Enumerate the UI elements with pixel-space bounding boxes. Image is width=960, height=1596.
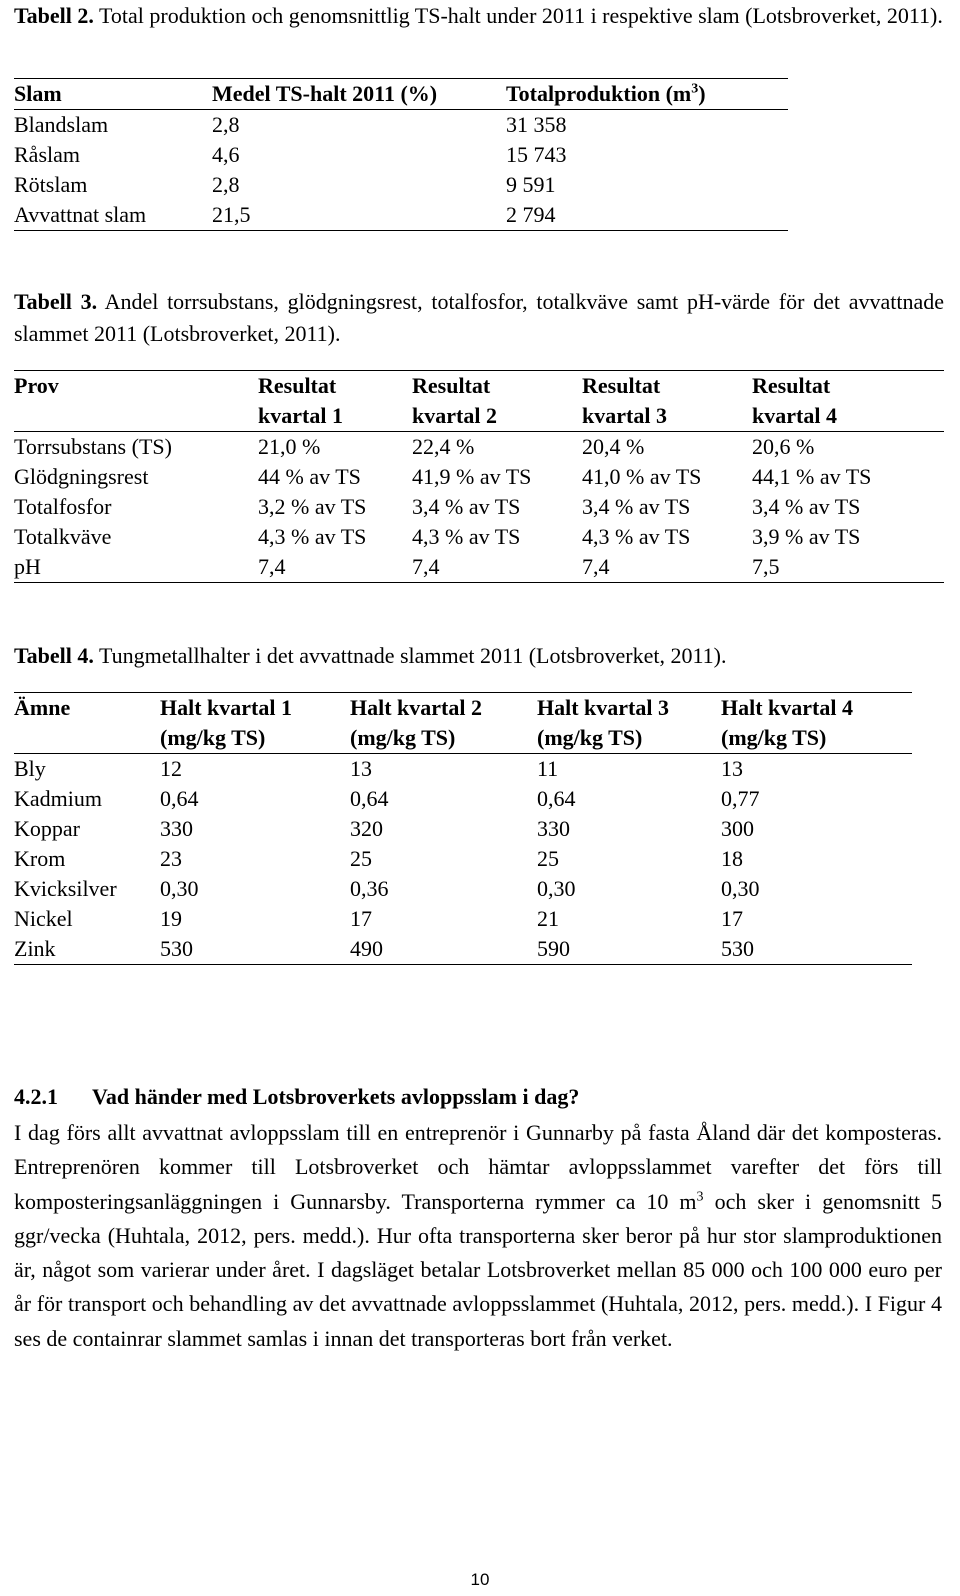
table-header-cell: Prov — [14, 373, 59, 398]
section-number: 4.2.1 — [14, 1084, 58, 1109]
table3-caption — [14, 286, 944, 350]
table-cell: 330 — [537, 816, 570, 841]
table-row — [14, 522, 944, 552]
table-row — [14, 140, 788, 170]
table-cell: pH — [14, 554, 41, 579]
table2 — [14, 78, 788, 231]
table-cell: 300 — [721, 816, 754, 841]
table-cell: 25 — [350, 846, 372, 871]
table-cell: 7,4 — [412, 554, 440, 579]
table-cell: 0,30 — [537, 876, 576, 901]
table4 — [14, 692, 912, 965]
table-cell: 4,3 % av TS — [258, 524, 367, 549]
table-cell: 3,9 % av TS — [752, 524, 861, 549]
table-row — [14, 200, 788, 231]
table-cell: 2 794 — [506, 202, 556, 227]
table4-caption-text: Tungmetallhalter i det avvattnade slammet 2011 (Lotsbroverket, 2011). — [99, 643, 727, 668]
table-cell: 490 — [350, 936, 383, 961]
table3-label: Tabell 3. — [14, 289, 98, 314]
table-cell: 330 — [160, 816, 193, 841]
table-cell: 4,3 % av TS — [582, 524, 691, 549]
table-cell: 530 — [160, 936, 193, 961]
table-cell: 23 — [160, 846, 182, 871]
table-row — [14, 462, 944, 492]
table-cell: 13 — [721, 756, 743, 781]
table2-caption-text: Total produktion och genomsnittlig TS-halt under 2011 i respektive slam (Lotsbroverket, 2011). — [99, 3, 943, 28]
table-cell: 19 — [160, 906, 182, 931]
table-cell: 530 — [721, 936, 754, 961]
table-row — [14, 110, 788, 141]
table-header-cell: Resultat kvartal 1 — [258, 373, 343, 428]
table-header-cell: Ämne — [14, 695, 71, 720]
table-cell: Torrsubstans (TS) — [14, 434, 172, 459]
table-cell: 0,64 — [537, 786, 576, 811]
table-cell: 21,0 % — [258, 434, 321, 459]
table-cell: 0,30 — [721, 876, 760, 901]
table-cell: 3,4 % av TS — [752, 494, 861, 519]
table2-label: Tabell 2. — [14, 3, 94, 28]
table-cell: 0,64 — [350, 786, 389, 811]
table-row — [14, 784, 912, 814]
table-cell: 31 358 — [506, 112, 567, 137]
table-cell: 7,5 — [752, 554, 780, 579]
table-header-cell: Halt kvartal 1 (mg/kg TS) — [160, 695, 292, 750]
table-cell: Rötslam — [14, 172, 88, 197]
table-cell: 21,5 — [212, 202, 251, 227]
table-cell: 12 — [160, 756, 182, 781]
table-cell: 0,64 — [160, 786, 199, 811]
table-cell: Totalkväve — [14, 524, 112, 549]
table2-body — [14, 110, 788, 231]
table-cell: Bly — [14, 756, 46, 781]
table-cell: Kvicksilver — [14, 876, 117, 901]
table-cell: 3,2 % av TS — [258, 494, 367, 519]
table2-header-row — [14, 79, 788, 110]
table-cell: 590 — [537, 936, 570, 961]
table-cell: Totalfosfor — [14, 494, 112, 519]
table4-body — [14, 754, 912, 965]
table4-header-row — [14, 693, 912, 754]
table-cell: 3,4 % av TS — [412, 494, 521, 519]
table-cell: Nickel — [14, 906, 73, 931]
table-cell: 2,8 — [212, 112, 240, 137]
table-row — [14, 814, 912, 844]
table-header-cell: Halt kvartal 4 (mg/kg TS) — [721, 695, 853, 750]
table-header-cell: Resultat kvartal 3 — [582, 373, 667, 428]
table-cell: 11 — [537, 756, 559, 781]
table-cell: Zink — [14, 936, 56, 961]
table-cell: 17 — [350, 906, 372, 931]
table-row — [14, 844, 912, 874]
table-cell: 21 — [537, 906, 559, 931]
table-cell: 22,4 % — [412, 434, 475, 459]
table-cell: 25 — [537, 846, 559, 871]
table-cell: 15 743 — [506, 142, 567, 167]
table-cell: 0,77 — [721, 786, 760, 811]
table-cell: 9 591 — [506, 172, 556, 197]
table2-header-cell: Totalproduktion $(m^3)$ — [506, 81, 706, 106]
table-cell: 0,36 — [350, 876, 389, 901]
superscript: 3 — [696, 1189, 704, 1205]
table4-caption — [14, 640, 944, 672]
table-cell: Råslam — [14, 142, 80, 167]
table-header-cell: Halt kvartal 2 (mg/kg TS) — [350, 695, 482, 750]
table-row — [14, 874, 912, 904]
table-cell: 320 — [350, 816, 383, 841]
table-row — [14, 904, 912, 934]
table-header-cell: Resultat kvartal 4 — [752, 373, 837, 428]
section-heading — [14, 1082, 579, 1112]
table-cell: 20,4 % — [582, 434, 645, 459]
table-cell: Glödgningsrest — [14, 464, 149, 489]
table2-header-cell: Medel TS-halt 2011 (%) — [212, 81, 438, 106]
table-row — [14, 754, 912, 785]
table-row — [14, 170, 788, 200]
table-cell: 20,6 % — [752, 434, 815, 459]
table-cell: 7,4 — [258, 554, 286, 579]
table3-body — [14, 432, 944, 583]
section-title: Vad händer med Lotsbroverkets avloppsslam i dag? — [92, 1084, 580, 1109]
table-cell: Krom — [14, 846, 66, 871]
table-cell: 2,8 — [212, 172, 240, 197]
table-cell: 44,1 % av TS — [752, 464, 872, 489]
table3-caption-text: Andel torrsubstans, glödgningsrest, totalfosfor, totalkväve samt pH-värde för det avvattnade slammet 2011 (Lotsbroverket, 2011). — [14, 289, 944, 346]
table2-caption — [14, 0, 944, 32]
table-row — [14, 492, 944, 522]
table-cell: Blandslam — [14, 112, 109, 137]
table3 — [14, 370, 944, 583]
table-cell: Avvattnat slam — [14, 202, 147, 227]
table-cell: 44 % av TS — [258, 464, 361, 489]
table-cell: 3,4 % av TS — [582, 494, 691, 519]
table-header-cell: Resultat kvartal 2 — [412, 373, 497, 428]
table-cell: 13 — [350, 756, 372, 781]
table4-label: Tabell 4. — [14, 643, 94, 668]
table-cell: 18 — [721, 846, 743, 871]
table-cell: 41,9 % av TS — [412, 464, 532, 489]
page-number: 10 — [470, 1570, 490, 1589]
table-cell: Kadmium — [14, 786, 102, 811]
table-row — [14, 934, 912, 965]
table3-header-row — [14, 371, 944, 432]
table2-header-cell: Slam — [14, 81, 62, 106]
table-row — [14, 552, 944, 583]
table-cell: 0,30 — [160, 876, 199, 901]
table-cell: 7,4 — [582, 554, 610, 579]
table-cell: Koppar — [14, 816, 80, 841]
table-cell: 41,0 % av TS — [582, 464, 702, 489]
body-paragraph: I dag förs allt avvattnat avloppsslam till en entreprenör i Gunnarby på fasta Åland där det komposteras. Entreprenören kommer till Lotsbroverket och hämtar avloppsslammet varefter det förs till komposteringsanläggningen i Gunnarsby. Transporterna rymmer ca 10 $m^3$ och sker i genomsnitt 5 ggr/vecka (Huhtala, 2012, pers. medd.). Hur ofta transporterna sker beror på hur stor slamproduktionen är, något som varierar under året. I dagsläget betalar Lotsbroverket mellan 85 000 och 100 000 euro per år för transport och behandling av det avvattnade avloppsslammet (Huhtala, 2012, pers. medd.). I Figur 4 ses de containrar slammet samlas i innan det transporteras bort från verket. — [14, 1120, 942, 1351]
table-cell: 4,6 — [212, 142, 240, 167]
table-row — [14, 432, 944, 463]
table-cell: 17 — [721, 906, 743, 931]
table-cell: 4,3 % av TS — [412, 524, 521, 549]
table-header-cell: Halt kvartal 3 (mg/kg TS) — [537, 695, 669, 750]
